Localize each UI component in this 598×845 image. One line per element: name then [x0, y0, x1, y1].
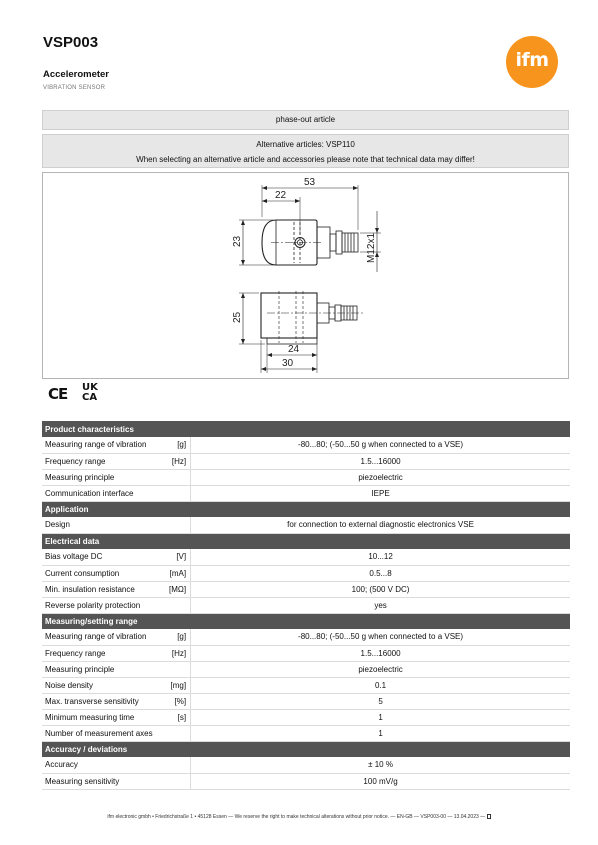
section-title: Product characteristics [42, 421, 570, 437]
spec-row [42, 757, 570, 773]
spec-row [42, 629, 570, 645]
spec-unit [166, 597, 191, 613]
phase-out-notice: phase-out article [42, 110, 569, 130]
section-header [42, 501, 570, 517]
footer [0, 814, 598, 820]
spec-value: 100 mV/g [191, 773, 570, 789]
technical-data-table [42, 421, 570, 790]
spec-value: 1 [191, 709, 570, 725]
spec-label: Design [42, 517, 166, 533]
spec-value: -80...80; (-50...50 g when connected to a VSE) [191, 629, 570, 645]
dim-height-top: 23 [232, 235, 243, 247]
ukca-bottom: CA [82, 392, 98, 403]
spec-unit: [Hz] [166, 453, 191, 469]
top-view [232, 177, 381, 272]
spec-unit [166, 661, 191, 677]
spec-row [42, 597, 570, 613]
spec-row [42, 645, 570, 661]
spec-value: 0.1 [191, 677, 570, 693]
spec-label: Minimum measuring time [42, 709, 166, 725]
spec-row [42, 437, 570, 453]
spec-label: Measuring range of vibration [42, 629, 166, 645]
dim-height-side: 25 [232, 311, 243, 323]
page-icon [487, 814, 491, 819]
spec-value: 5 [191, 693, 570, 709]
spec-label: Min. insulation resistance [42, 581, 166, 597]
spec-label: Max. transverse sensitivity [42, 693, 166, 709]
spec-value: 100; (500 V DC) [191, 581, 570, 597]
spec-label: Number of measurement axes [42, 725, 166, 741]
spec-unit: [V] [166, 549, 191, 565]
spec-row [42, 517, 570, 533]
side-view [232, 291, 363, 373]
spec-label: Communication interface [42, 485, 166, 501]
spec-unit: [Hz] [166, 645, 191, 661]
spec-value: yes [191, 597, 570, 613]
spec-value: -80...80; (-50...50 g when connected to a VSE) [191, 437, 570, 453]
dim-length: 53 [304, 177, 316, 188]
spec-unit [166, 725, 191, 741]
spec-row [42, 677, 570, 693]
spec-row [42, 469, 570, 485]
spec-value: 1.5...16000 [191, 453, 570, 469]
ukca-mark [82, 383, 98, 403]
spec-unit: [g] [166, 629, 191, 645]
spec-unit [166, 517, 191, 533]
product-name: Accelerometer [43, 69, 110, 80]
spec-unit: [MΩ] [166, 581, 191, 597]
section-header [42, 421, 570, 437]
spec-label: Frequency range [42, 453, 166, 469]
spec-value: piezoelectric [191, 469, 570, 485]
spec-row [42, 453, 570, 469]
spec-value: 1 [191, 725, 570, 741]
dim-base-outer: 30 [282, 358, 294, 369]
spec-value: for connection to external diagnostic electronics VSE [191, 517, 570, 533]
spec-row [42, 773, 570, 789]
spec-value: 1.5...16000 [191, 645, 570, 661]
spec-value: ± 10 % [191, 757, 570, 773]
logo-text: ifm [515, 49, 549, 71]
spec-row [42, 693, 570, 709]
spec-unit: [g] [166, 437, 191, 453]
spec-unit [166, 469, 191, 485]
product-code: VSP003 [43, 34, 99, 51]
spec-unit: [mg] [166, 677, 191, 693]
section-header [42, 741, 570, 757]
spec-unit: [mA] [166, 565, 191, 581]
spec-label: Measuring sensitivity [42, 773, 166, 789]
ukca-top: UK [82, 382, 98, 393]
spec-label: Frequency range [42, 645, 166, 661]
spec-label: Accuracy [42, 757, 166, 773]
dim-thread: M12x1 [366, 232, 377, 263]
spec-value: 10...12 [191, 549, 570, 565]
spec-unit [166, 773, 191, 789]
ce-mark: CE [48, 385, 68, 403]
spec-row [42, 709, 570, 725]
spec-row [42, 661, 570, 677]
spec-row [42, 549, 570, 565]
ifm-logo [506, 36, 558, 88]
spec-unit: [s] [166, 709, 191, 725]
section-title: Accuracy / deviations [42, 741, 570, 757]
spec-label: Measuring principle [42, 661, 166, 677]
dim-mount: 22 [275, 190, 287, 201]
spec-row [42, 725, 570, 741]
dim-base-inner: 24 [288, 344, 300, 355]
spec-label: Noise density [42, 677, 166, 693]
section-title: Measuring/setting range [42, 613, 570, 629]
section-header [42, 613, 570, 629]
spec-label: Bias voltage DC [42, 549, 166, 565]
alternative-notice [42, 134, 569, 168]
alternative-articles-link[interactable]: Alternative articles: VSP110 [256, 140, 355, 149]
spec-label: Measuring principle [42, 469, 166, 485]
dimension-drawing [42, 172, 569, 379]
section-title: Electrical data [42, 533, 570, 549]
section-header [42, 533, 570, 549]
spec-value: IEPE [191, 485, 570, 501]
spec-label: Measuring range of vibration [42, 437, 166, 453]
spec-value: piezoelectric [191, 661, 570, 677]
spec-row [42, 581, 570, 597]
spec-label: Current consumption [42, 565, 166, 581]
spec-unit [166, 757, 191, 773]
spec-unit: [%] [166, 693, 191, 709]
section-title: Application [42, 501, 570, 517]
spec-unit [166, 485, 191, 501]
product-category: VIBRATION SENSOR [43, 85, 106, 91]
alternative-warning: When selecting an alternative article and accessories please note that technical data may differ! [136, 155, 475, 164]
spec-value: 0.5...8 [191, 565, 570, 581]
spec-row [42, 485, 570, 501]
spec-row [42, 565, 570, 581]
spec-label: Reverse polarity protection [42, 597, 166, 613]
footer-text: ifm electronic gmbh • Friedrichstraße 1 • 45128 Essen — We reserve the right to make technical alterations without prior notice. — EN-GB — VSP003-00 — 13.04.2023 — [107, 814, 487, 820]
